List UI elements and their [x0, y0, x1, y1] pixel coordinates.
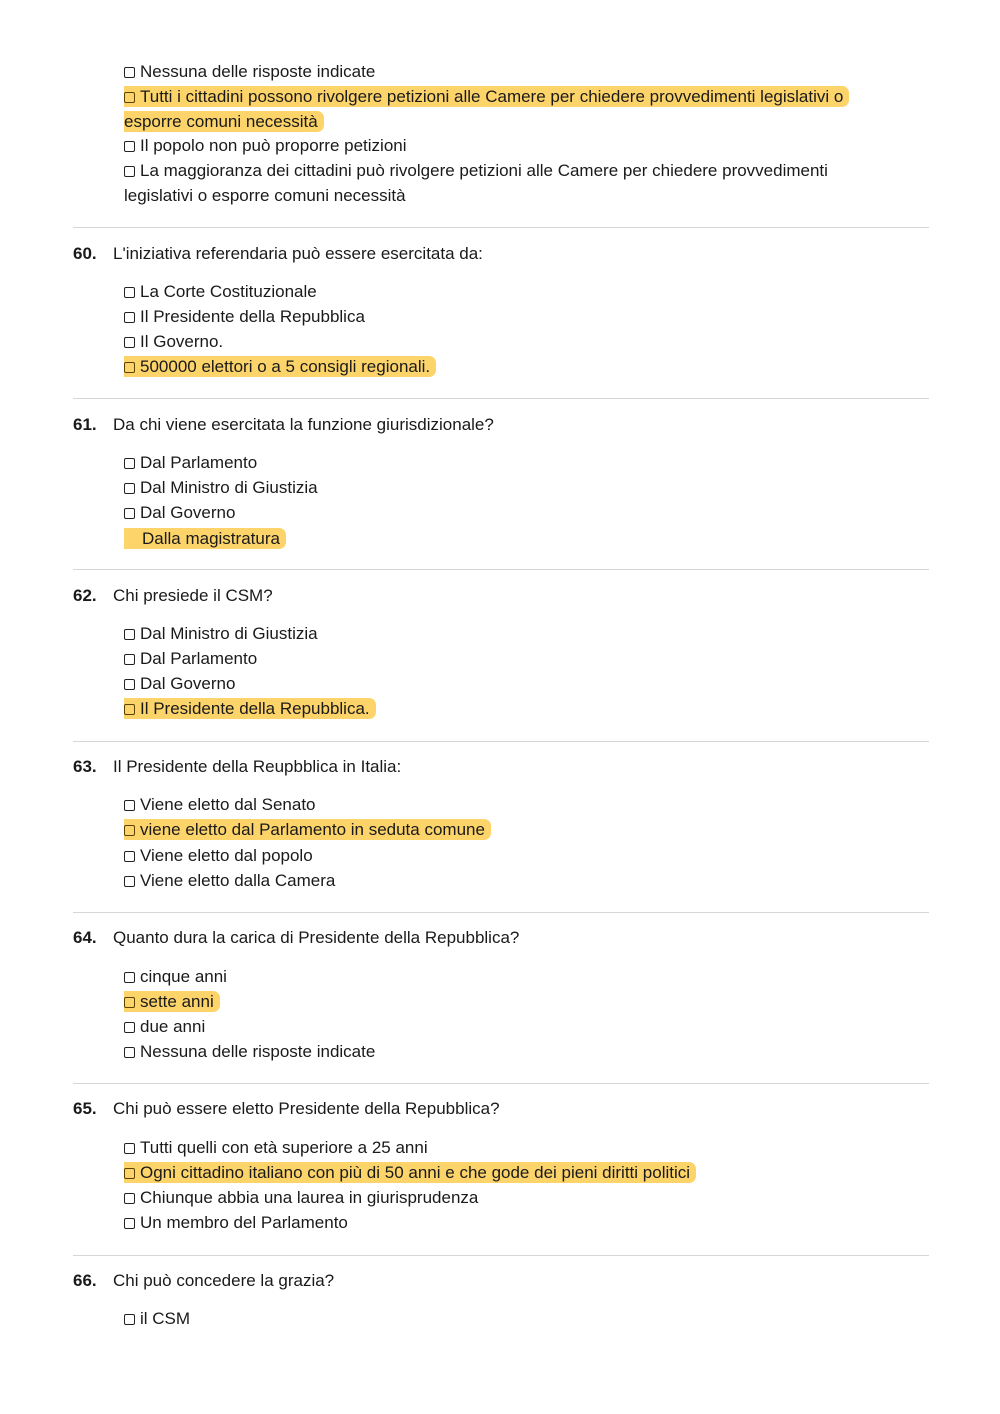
option-text: viene eletto dal Parlamento in seduta comune — [140, 820, 485, 839]
answer-highlight — [124, 991, 220, 1012]
checkbox-icon[interactable] — [124, 92, 135, 103]
q59-option-2[interactable] — [124, 84, 884, 134]
q65-option-4[interactable] — [124, 1210, 884, 1235]
divider — [73, 569, 929, 570]
q60-option-2[interactable] — [124, 304, 884, 329]
question-number: 64. — [73, 928, 97, 947]
checkbox-icon[interactable] — [124, 704, 135, 715]
option-text: cinque anni — [140, 967, 227, 986]
question-text: Chi presiede il CSM? — [113, 586, 273, 605]
divider — [73, 912, 929, 913]
checkbox-icon[interactable] — [124, 851, 135, 862]
checkbox-icon[interactable] — [124, 1143, 135, 1154]
question-66 — [73, 1269, 933, 1293]
option-text: Viene eletto dalla Camera — [140, 871, 336, 890]
divider — [73, 398, 929, 399]
option-text: Viene eletto dal Senato — [140, 795, 316, 814]
q59-option-3[interactable] — [124, 133, 884, 158]
option-text: Nessuna delle risposte indicate — [140, 1042, 376, 1061]
checkbox-icon[interactable] — [124, 876, 135, 887]
option-text: Dal Governo — [140, 674, 236, 693]
checkbox-icon[interactable] — [124, 337, 135, 348]
answer-highlight — [124, 86, 849, 132]
q59-option-1[interactable] — [124, 59, 884, 84]
answer-highlight — [124, 356, 436, 377]
option-text: due anni — [140, 1017, 206, 1036]
question-text: Il Presidente della Reupbblica in Italia: — [113, 757, 402, 776]
q60-option-1[interactable] — [124, 279, 884, 304]
q62-option-1[interactable] — [124, 621, 884, 646]
option-text: La maggioranza dei cittadini può rivolgere petizioni alle Camere per chiedere provvedimenti legislativi o esporre comuni necessità — [124, 161, 828, 205]
q60-option-3[interactable] — [124, 329, 884, 354]
option-text: Chiunque abbia una laurea in giurisprudenza — [140, 1188, 479, 1207]
q63-option-2[interactable] — [124, 817, 884, 842]
question-62 — [73, 584, 933, 608]
question-text: Chi può essere eletto Presidente della Repubblica? — [113, 1099, 500, 1118]
question-number: 63. — [73, 757, 97, 776]
checkbox-icon[interactable] — [124, 1047, 135, 1058]
checkbox-icon[interactable] — [124, 362, 135, 373]
option-text: Tutti i cittadini possono rivolgere petizioni alle Camere per chiedere provvedimenti legislativi o esporre comuni necessità — [124, 87, 844, 131]
q64-option-4[interactable] — [124, 1039, 884, 1064]
option-text: Il popolo non può proporre petizioni — [140, 136, 407, 155]
question-number: 61. — [73, 415, 97, 434]
checkbox-icon[interactable] — [124, 1168, 135, 1179]
option-text: La Corte Costituzionale — [140, 282, 317, 301]
question-64 — [73, 926, 933, 950]
checkbox-icon[interactable] — [124, 141, 135, 152]
q62-option-2[interactable] — [124, 646, 884, 671]
divider — [73, 1255, 929, 1256]
option-text: Un membro del Parlamento — [140, 1213, 348, 1232]
answer-highlight — [124, 698, 376, 719]
q60-option-4[interactable] — [124, 354, 884, 379]
option-text: Dal Governo — [140, 503, 236, 522]
checkbox-icon[interactable] — [124, 312, 135, 323]
q63-option-3[interactable] — [124, 843, 884, 868]
q65-option-3[interactable] — [124, 1185, 884, 1210]
divider — [73, 1083, 929, 1084]
question-text: Quanto dura la carica di Presidente della Repubblica? — [113, 928, 520, 947]
option-text: Dal Ministro di Giustizia — [140, 624, 318, 643]
q62-option-4[interactable] — [124, 696, 884, 721]
option-text: Il Presidente della Repubblica — [140, 307, 365, 326]
question-text: Da chi viene esercitata la funzione giurisdizionale? — [113, 415, 494, 434]
checkbox-icon[interactable] — [124, 483, 135, 494]
question-text: L'iniziativa referendaria può essere esercitata da: — [113, 244, 483, 263]
option-text: Viene eletto dal popolo — [140, 846, 313, 865]
option-text: Dal Ministro di Giustizia — [140, 478, 318, 497]
q63-option-1[interactable] — [124, 792, 884, 817]
checkbox-icon[interactable] — [124, 679, 135, 690]
checkbox-icon[interactable] — [124, 972, 135, 983]
q65-option-1[interactable] — [124, 1135, 884, 1160]
q65-option-2[interactable] — [124, 1160, 884, 1185]
q61-option-1[interactable] — [124, 450, 884, 475]
q61-option-3[interactable] — [124, 500, 884, 525]
answer-highlight — [124, 528, 286, 549]
question-61 — [73, 413, 933, 437]
answer-highlight — [124, 1162, 696, 1183]
checkbox-icon[interactable] — [124, 825, 135, 836]
checkbox-icon[interactable] — [124, 67, 135, 78]
checkbox-icon[interactable] — [124, 1193, 135, 1204]
q64-option-2[interactable] — [124, 989, 884, 1014]
option-text: sette anni — [140, 992, 214, 1011]
question-number: 60. — [73, 244, 97, 263]
question-number: 62. — [73, 586, 97, 605]
answer-highlight — [124, 819, 491, 840]
q61-option-4[interactable] — [124, 526, 884, 551]
option-text: Dalla magistratura — [142, 529, 280, 548]
q62-option-3[interactable] — [124, 671, 884, 696]
option-text: il CSM — [140, 1309, 191, 1328]
checkbox-icon[interactable] — [124, 1022, 135, 1033]
option-text: Dal Parlamento — [140, 649, 258, 668]
q59-option-4[interactable] — [124, 158, 884, 208]
divider — [73, 741, 929, 742]
q64-option-1[interactable] — [124, 964, 884, 989]
option-text: Dal Parlamento — [140, 453, 258, 472]
q61-option-2[interactable] — [124, 475, 884, 500]
option-text: 500000 elettori o a 5 consigli regionali. — [140, 357, 431, 376]
q64-option-3[interactable] — [124, 1014, 884, 1039]
option-text: Nessuna delle risposte indicate — [140, 62, 376, 81]
question-60 — [73, 242, 933, 266]
checkbox-icon[interactable] — [124, 629, 135, 640]
checkbox-icon[interactable] — [124, 800, 135, 811]
option-text: Il Governo. — [140, 332, 224, 351]
checkbox-icon[interactable] — [124, 508, 135, 519]
question-text: Chi può concedere la grazia? — [113, 1271, 335, 1290]
question-number: 65. — [73, 1099, 97, 1118]
checkbox-icon[interactable] — [124, 458, 135, 469]
q66-option-1[interactable] — [124, 1306, 884, 1331]
question-63 — [73, 755, 933, 779]
divider — [73, 227, 929, 228]
checkbox-icon[interactable] — [124, 287, 135, 298]
checkbox-icon[interactable] — [124, 1218, 135, 1229]
checkbox-icon[interactable] — [124, 166, 135, 177]
checkbox-icon[interactable] — [124, 997, 135, 1008]
q63-option-4[interactable] — [124, 868, 884, 893]
question-65 — [73, 1097, 933, 1121]
checkbox-icon[interactable] — [124, 654, 135, 665]
option-text: Tutti quelli con età superiore a 25 anni — [140, 1138, 428, 1157]
question-number: 66. — [73, 1271, 97, 1290]
checkbox-icon[interactable] — [124, 1314, 135, 1325]
option-text: Ogni cittadino italiano con più di 50 anni e che gode dei pieni diritti politici — [140, 1163, 691, 1182]
option-text: Il Presidente della Repubblica. — [140, 699, 370, 718]
